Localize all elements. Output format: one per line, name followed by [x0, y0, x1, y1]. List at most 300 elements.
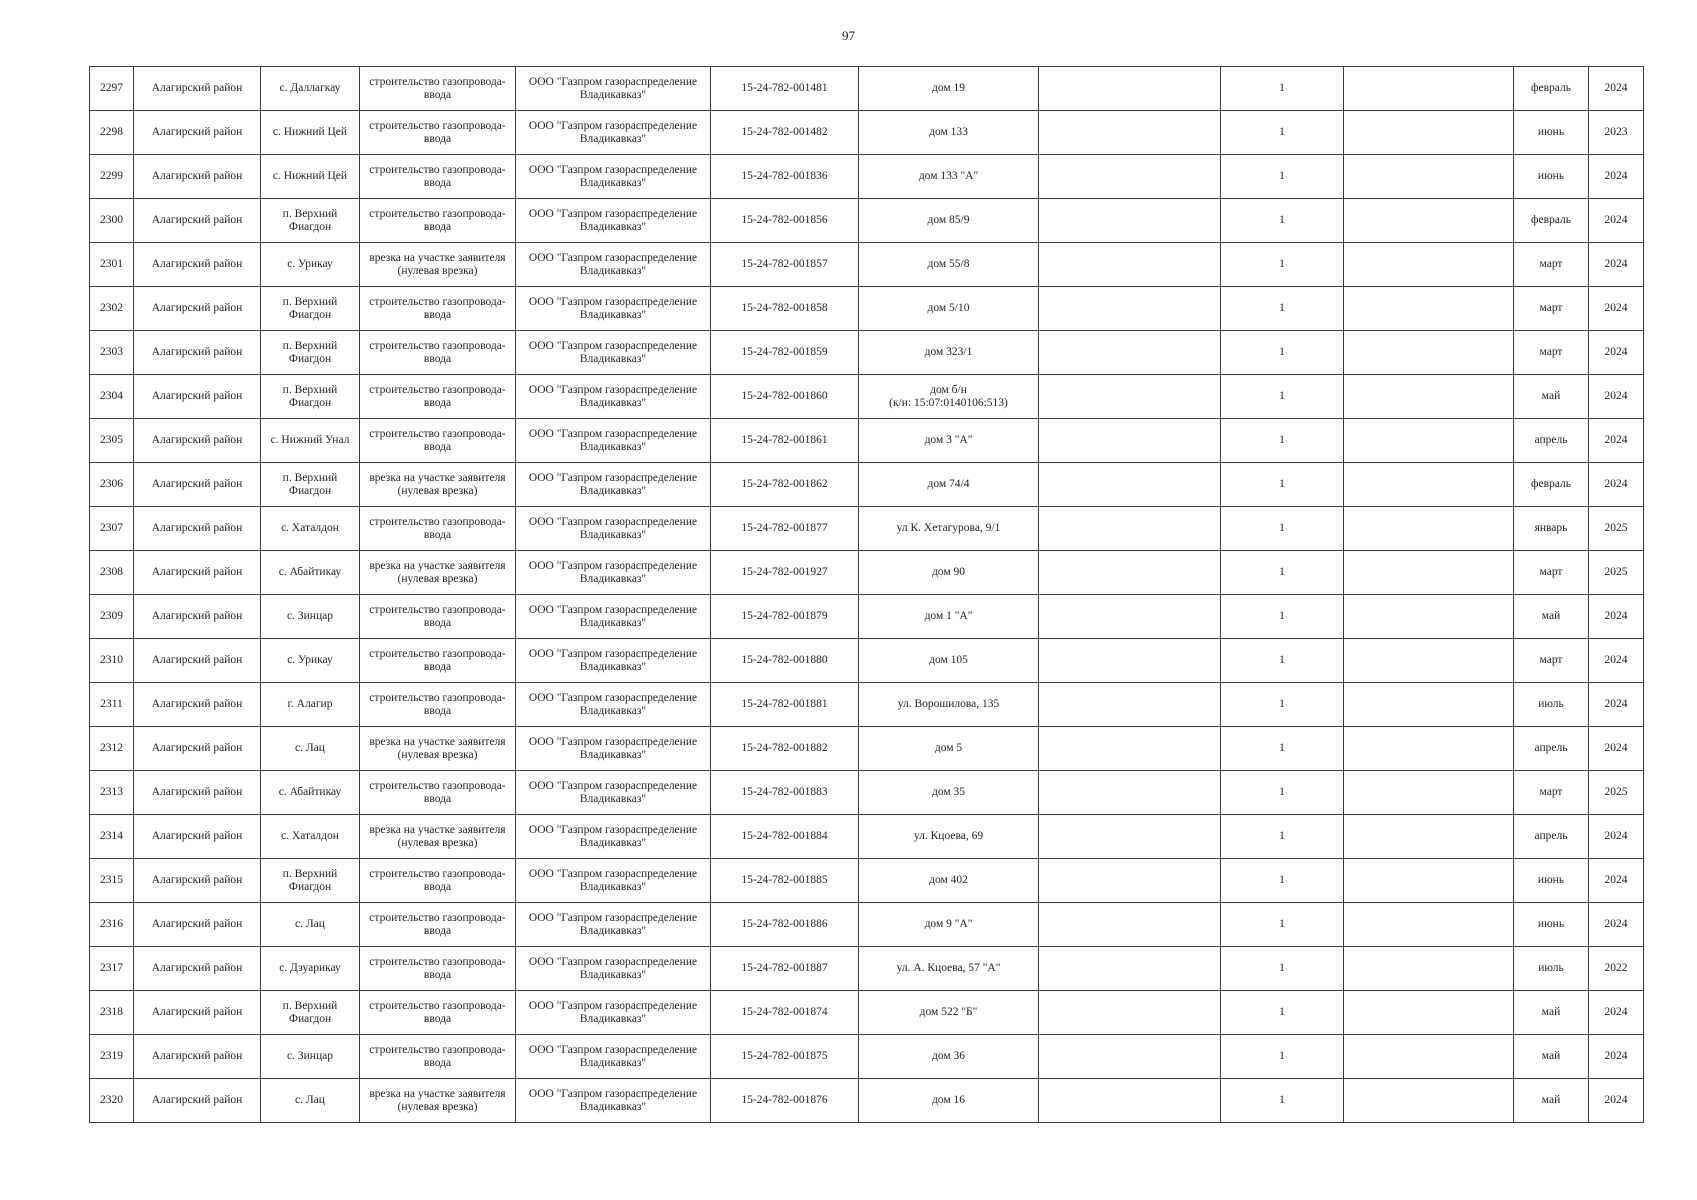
work-type-cell-line: строительство газопровода-	[369, 207, 506, 220]
year-cell	[1589, 507, 1644, 551]
row-number-cell-line: 2299	[100, 170, 123, 182]
settlement-cell-line: Фиагдон	[288, 1012, 332, 1025]
organization-cell-line: ООО "Газпром газораспределение	[528, 735, 698, 748]
month-cell	[1514, 771, 1589, 815]
row-number-cell-line: 2311	[100, 698, 123, 710]
district-cell-line: Алагирский район	[151, 302, 243, 314]
organization-cell	[516, 683, 711, 727]
quantity-cell-line: 1	[1279, 522, 1285, 534]
address-cell	[859, 991, 1039, 1035]
request-code-cell-line: 15-24-782-001887	[741, 962, 828, 974]
month-cell-line: июнь	[1537, 874, 1565, 886]
quantity-cell-line: 1	[1279, 170, 1285, 182]
address-cell	[859, 199, 1039, 243]
work-type-cell-line: (нулевая врезка)	[397, 572, 478, 585]
year-cell	[1589, 859, 1644, 903]
organization-cell	[516, 595, 711, 639]
empty-cell	[1344, 287, 1514, 331]
empty-cell	[1344, 639, 1514, 683]
quantity-cell-line: 1	[1279, 1006, 1285, 1018]
work-type-cell-line: строительство газопровода-	[369, 779, 506, 792]
organization-cell	[516, 67, 711, 111]
request-code-cell	[711, 859, 859, 903]
address-cell-line: дом 105	[929, 654, 968, 666]
address-cell-line: ул. Ворошилова, 135	[897, 698, 1000, 710]
settlement-cell	[261, 375, 360, 419]
table-row	[90, 683, 1644, 727]
row-number-cell	[90, 507, 134, 551]
settlement-cell-line: Фиагдон	[288, 352, 332, 365]
request-code-cell	[711, 111, 859, 155]
district-cell	[134, 67, 261, 111]
row-number-cell-line: 2310	[100, 654, 123, 666]
quantity-cell-line: 1	[1279, 390, 1285, 402]
empty-cell	[1344, 375, 1514, 419]
year-cell	[1589, 331, 1644, 375]
organization-cell-line: ООО "Газпром газораспределение	[528, 119, 698, 132]
district-cell	[134, 375, 261, 419]
district-cell	[134, 551, 261, 595]
organization-cell	[516, 419, 711, 463]
work-type-cell-line: ввода	[423, 352, 452, 365]
table-row	[90, 947, 1644, 991]
month-cell-line: май	[1541, 1094, 1561, 1106]
request-code-cell-line: 15-24-782-001860	[741, 390, 828, 402]
request-code-cell	[711, 507, 859, 551]
work-type-cell-line: строительство газопровода-	[369, 163, 506, 176]
settlement-cell-line: п. Верхний	[282, 339, 338, 352]
work-type-cell-line: строительство газопровода-	[369, 999, 506, 1012]
district-cell	[134, 419, 261, 463]
address-cell	[859, 903, 1039, 947]
year-cell	[1589, 947, 1644, 991]
work-type-cell-line: врезка на участке заявителя	[369, 823, 506, 836]
month-cell	[1514, 375, 1589, 419]
request-code-cell	[711, 639, 859, 683]
settlement-cell-line: с. Абайтикау	[278, 786, 342, 798]
district-cell	[134, 947, 261, 991]
district-cell-line: Алагирский район	[151, 1094, 243, 1106]
settlement-cell	[261, 815, 360, 859]
settlement-cell-line: с. Лац	[295, 742, 325, 754]
request-code-cell-line: 15-24-782-001862	[741, 478, 828, 490]
address-cell-line: ул. А. Кцоева, 57 "А"	[896, 962, 1001, 974]
district-cell	[134, 727, 261, 771]
row-number-cell	[90, 463, 134, 507]
organization-cell-line: Владикавказ"	[579, 88, 647, 101]
year-cell	[1589, 595, 1644, 639]
work-type-cell	[360, 287, 516, 331]
quantity-cell-line: 1	[1279, 258, 1285, 270]
year-cell	[1589, 375, 1644, 419]
quantity-cell	[1221, 1079, 1344, 1123]
organization-cell-line: ООО "Газпром газораспределение	[528, 999, 698, 1012]
district-cell	[134, 199, 261, 243]
settlement-cell-line: п. Верхний	[282, 383, 338, 396]
row-number-cell-line: 2300	[100, 214, 123, 226]
organization-cell-line: ООО "Газпром газораспределение	[528, 515, 698, 528]
settlement-cell	[261, 155, 360, 199]
table-row	[90, 903, 1644, 947]
work-type-cell-line: ввода	[423, 1012, 452, 1025]
organization-cell-line: ООО "Газпром газораспределение	[528, 955, 698, 968]
table-row	[90, 331, 1644, 375]
work-type-cell-line: ввода	[423, 616, 452, 629]
organization-cell-line: Владикавказ"	[579, 132, 647, 145]
district-cell	[134, 639, 261, 683]
month-cell-line: май	[1541, 390, 1561, 402]
settlement-cell	[261, 991, 360, 1035]
year-cell-line: 2024	[1604, 214, 1628, 226]
year-cell	[1589, 1035, 1644, 1079]
row-number-cell-line: 2306	[100, 478, 123, 490]
empty-cell	[1039, 991, 1221, 1035]
organization-cell	[516, 903, 711, 947]
quantity-cell	[1221, 155, 1344, 199]
work-type-cell	[360, 727, 516, 771]
organization-cell-line: Владикавказ"	[579, 440, 647, 453]
organization-cell	[516, 463, 711, 507]
empty-cell	[1344, 199, 1514, 243]
settlement-cell	[261, 111, 360, 155]
month-cell	[1514, 331, 1589, 375]
work-type-cell	[360, 639, 516, 683]
quantity-cell-line: 1	[1279, 434, 1285, 446]
quantity-cell-line: 1	[1279, 654, 1285, 666]
organization-cell	[516, 771, 711, 815]
settlement-cell-line: с. Хаталдон	[281, 830, 339, 842]
organization-cell	[516, 155, 711, 199]
month-cell	[1514, 727, 1589, 771]
table-row	[90, 991, 1644, 1035]
row-number-cell-line: 2303	[100, 346, 123, 358]
work-type-cell-line: (нулевая врезка)	[397, 748, 478, 761]
settlement-cell	[261, 595, 360, 639]
work-type-cell-line: строительство газопровода-	[369, 603, 506, 616]
empty-cell	[1039, 331, 1221, 375]
settlement-cell	[261, 331, 360, 375]
settlement-cell-line: п. Верхний	[282, 999, 338, 1012]
quantity-cell	[1221, 1035, 1344, 1079]
quantity-cell-line: 1	[1279, 918, 1285, 930]
request-code-cell-line: 15-24-782-001856	[741, 214, 828, 226]
district-cell-line: Алагирский район	[151, 1006, 243, 1018]
empty-cell	[1039, 859, 1221, 903]
row-number-cell-line: 2304	[100, 390, 123, 402]
request-code-cell-line: 15-24-782-001881	[741, 698, 828, 710]
work-type-cell-line: ввода	[423, 1056, 452, 1069]
address-cell-line: дом 323/1	[924, 346, 973, 358]
month-cell	[1514, 199, 1589, 243]
year-cell-line: 2024	[1604, 1094, 1628, 1106]
row-number-cell	[90, 111, 134, 155]
address-cell-line: дом 85/9	[927, 214, 970, 226]
work-type-cell-line: (нулевая врезка)	[397, 264, 478, 277]
request-code-cell-line: 15-24-782-001886	[741, 918, 828, 930]
work-type-cell-line: строительство газопровода-	[369, 515, 506, 528]
empty-cell	[1039, 771, 1221, 815]
row-number-cell-line: 2317	[100, 962, 123, 974]
work-type-cell	[360, 463, 516, 507]
request-code-cell	[711, 67, 859, 111]
district-cell-line: Алагирский район	[151, 434, 243, 446]
register-table	[89, 66, 1644, 1123]
settlement-cell	[261, 551, 360, 595]
row-number-cell-line: 2305	[100, 434, 123, 446]
month-cell-line: июль	[1538, 962, 1564, 974]
address-cell	[859, 331, 1039, 375]
settlement-cell-line: п. Верхний	[282, 207, 338, 220]
year-cell-line: 2024	[1604, 478, 1628, 490]
empty-cell	[1344, 419, 1514, 463]
month-cell-line: апрель	[1534, 434, 1568, 446]
settlement-cell-line: Фиагдон	[288, 880, 332, 893]
empty-cell	[1344, 243, 1514, 287]
year-cell	[1589, 551, 1644, 595]
empty-cell	[1039, 67, 1221, 111]
month-cell-line: март	[1539, 258, 1563, 270]
organization-cell	[516, 815, 711, 859]
settlement-cell-line: п. Верхний	[282, 295, 338, 308]
quantity-cell	[1221, 771, 1344, 815]
empty-cell	[1344, 551, 1514, 595]
settlement-cell	[261, 859, 360, 903]
month-cell-line: апрель	[1534, 742, 1568, 754]
table-row	[90, 111, 1644, 155]
row-number-cell	[90, 375, 134, 419]
work-type-cell	[360, 991, 516, 1035]
row-number-cell-line: 2314	[100, 830, 123, 842]
year-cell	[1589, 1079, 1644, 1123]
district-cell-line: Алагирский район	[151, 918, 243, 930]
district-cell-line: Алагирский район	[151, 874, 243, 886]
address-cell	[859, 419, 1039, 463]
quantity-cell-line: 1	[1279, 786, 1285, 798]
year-cell-line: 2024	[1604, 434, 1628, 446]
work-type-cell	[360, 947, 516, 991]
organization-cell-line: ООО "Газпром газораспределение	[528, 911, 698, 924]
month-cell-line: март	[1539, 786, 1563, 798]
quantity-cell	[1221, 859, 1344, 903]
row-number-cell	[90, 595, 134, 639]
work-type-cell-line: (нулевая врезка)	[397, 1100, 478, 1113]
settlement-cell-line: с. Урикау	[287, 258, 333, 270]
year-cell-line: 2024	[1604, 170, 1628, 182]
year-cell-line: 2024	[1604, 830, 1628, 842]
month-cell-line: июнь	[1537, 126, 1565, 138]
row-number-cell-line: 2307	[100, 522, 123, 534]
work-type-cell-line: ввода	[423, 308, 452, 321]
address-cell-line: дом 3 "А"	[924, 434, 973, 446]
organization-cell	[516, 111, 711, 155]
address-cell-line: дом 36	[931, 1050, 966, 1062]
year-cell-line: 2024	[1604, 1050, 1628, 1062]
district-cell	[134, 991, 261, 1035]
work-type-cell-line: ввода	[423, 792, 452, 805]
request-code-cell	[711, 419, 859, 463]
work-type-cell-line: строительство газопровода-	[369, 383, 506, 396]
organization-cell	[516, 551, 711, 595]
row-number-cell-line: 2320	[100, 1094, 123, 1106]
organization-cell-line: Владикавказ"	[579, 968, 647, 981]
organization-cell-line: ООО "Газпром газораспределение	[528, 427, 698, 440]
year-cell	[1589, 991, 1644, 1035]
request-code-cell	[711, 1035, 859, 1079]
request-code-cell-line: 15-24-782-001884	[741, 830, 828, 842]
work-type-cell-line: ввода	[423, 924, 452, 937]
work-type-cell-line: врезка на участке заявителя	[369, 251, 506, 264]
quantity-cell	[1221, 639, 1344, 683]
settlement-cell	[261, 1079, 360, 1123]
year-cell	[1589, 419, 1644, 463]
request-code-cell-line: 15-24-782-001874	[741, 1006, 828, 1018]
address-cell-line: дом 55/8	[927, 258, 970, 270]
empty-cell	[1344, 331, 1514, 375]
organization-cell	[516, 1035, 711, 1079]
work-type-cell	[360, 375, 516, 419]
address-cell-line: дом 133	[929, 126, 968, 138]
request-code-cell	[711, 463, 859, 507]
address-cell-line: дом 133 "А"	[918, 170, 979, 182]
address-cell	[859, 1079, 1039, 1123]
month-cell-line: февраль	[1531, 82, 1571, 94]
address-cell-line: дом 5	[934, 742, 963, 754]
district-cell-line: Алагирский район	[151, 610, 243, 622]
month-cell	[1514, 1079, 1589, 1123]
row-number-cell	[90, 67, 134, 111]
empty-cell	[1344, 67, 1514, 111]
year-cell	[1589, 815, 1644, 859]
month-cell-line: март	[1539, 566, 1563, 578]
year-cell	[1589, 67, 1644, 111]
month-cell-line: май	[1541, 1050, 1561, 1062]
request-code-cell-line: 15-24-782-001880	[741, 654, 828, 666]
quantity-cell	[1221, 815, 1344, 859]
quantity-cell-line: 1	[1279, 82, 1285, 94]
organization-cell-line: ООО "Газпром газораспределение	[528, 1087, 698, 1100]
month-cell-line: июль	[1538, 698, 1564, 710]
request-code-cell	[711, 903, 859, 947]
empty-cell	[1344, 595, 1514, 639]
empty-cell	[1039, 287, 1221, 331]
address-cell	[859, 243, 1039, 287]
empty-cell	[1344, 463, 1514, 507]
quantity-cell	[1221, 595, 1344, 639]
request-code-cell	[711, 243, 859, 287]
district-cell-line: Алагирский район	[151, 346, 243, 358]
work-type-cell	[360, 1035, 516, 1079]
empty-cell	[1039, 947, 1221, 991]
organization-cell-line: Владикавказ"	[579, 1012, 647, 1025]
request-code-cell-line: 15-24-782-001876	[741, 1094, 828, 1106]
row-number-cell	[90, 815, 134, 859]
organization-cell	[516, 199, 711, 243]
district-cell-line: Алагирский район	[151, 830, 243, 842]
empty-cell	[1039, 727, 1221, 771]
work-type-cell	[360, 331, 516, 375]
quantity-cell	[1221, 243, 1344, 287]
request-code-cell-line: 15-24-782-001877	[741, 522, 828, 534]
request-code-cell	[711, 199, 859, 243]
district-cell	[134, 287, 261, 331]
request-code-cell	[711, 947, 859, 991]
district-cell-line: Алагирский район	[151, 654, 243, 666]
table-row	[90, 287, 1644, 331]
organization-cell	[516, 859, 711, 903]
work-type-cell-line: врезка на участке заявителя	[369, 471, 506, 484]
row-number-cell-line: 2319	[100, 1050, 123, 1062]
address-cell-line: дом 35	[931, 786, 966, 798]
work-type-cell-line: ввода	[423, 440, 452, 453]
year-cell-line: 2024	[1604, 390, 1628, 402]
year-cell	[1589, 287, 1644, 331]
quantity-cell	[1221, 551, 1344, 595]
address-cell-line: дом 90	[931, 566, 966, 578]
organization-cell	[516, 243, 711, 287]
settlement-cell	[261, 507, 360, 551]
district-cell	[134, 111, 261, 155]
quantity-cell	[1221, 947, 1344, 991]
empty-cell	[1344, 683, 1514, 727]
settlement-cell	[261, 199, 360, 243]
request-code-cell-line: 15-24-782-001885	[741, 874, 828, 886]
district-cell-line: Алагирский район	[151, 698, 243, 710]
address-cell-line: (к/н: 15:07:0140106:513)	[889, 396, 1008, 409]
work-type-cell-line: строительство газопровода-	[369, 119, 506, 132]
year-cell-line: 2023	[1604, 126, 1628, 138]
organization-cell-line: ООО "Газпром газораспределение	[528, 559, 698, 572]
request-code-cell	[711, 1079, 859, 1123]
quantity-cell-line: 1	[1279, 962, 1285, 974]
settlement-cell	[261, 287, 360, 331]
empty-cell	[1039, 463, 1221, 507]
district-cell-line: Алагирский район	[151, 258, 243, 270]
settlement-cell-line: с. Даллагкау	[279, 82, 341, 94]
work-type-cell-line: ввода	[423, 396, 452, 409]
request-code-cell	[711, 771, 859, 815]
settlement-cell	[261, 947, 360, 991]
work-type-cell	[360, 111, 516, 155]
work-type-cell	[360, 595, 516, 639]
year-cell	[1589, 639, 1644, 683]
organization-cell	[516, 287, 711, 331]
request-code-cell-line: 15-24-782-001859	[741, 346, 828, 358]
table-row	[90, 243, 1644, 287]
request-code-cell-line: 15-24-782-001882	[741, 742, 828, 754]
organization-cell-line: Владикавказ"	[579, 176, 647, 189]
month-cell-line: февраль	[1531, 214, 1571, 226]
organization-cell-line: Владикавказ"	[579, 352, 647, 365]
settlement-cell-line: с. Абайтикау	[278, 566, 342, 578]
month-cell	[1514, 551, 1589, 595]
district-cell	[134, 1079, 261, 1123]
organization-cell-line: ООО "Газпром газораспределение	[528, 339, 698, 352]
month-cell-line: март	[1539, 302, 1563, 314]
organization-cell-line: ООО "Газпром газораспределение	[528, 647, 698, 660]
settlement-cell-line: п. Верхний	[282, 867, 338, 880]
address-cell	[859, 595, 1039, 639]
organization-cell-line: ООО "Газпром газораспределение	[528, 295, 698, 308]
row-number-cell-line: 2316	[100, 918, 123, 930]
quantity-cell-line: 1	[1279, 698, 1285, 710]
address-cell-line: дом 9 "А"	[924, 918, 973, 930]
year-cell	[1589, 903, 1644, 947]
year-cell-line: 2024	[1604, 874, 1628, 886]
table-row	[90, 1079, 1644, 1123]
district-cell-line: Алагирский район	[151, 786, 243, 798]
district-cell-line: Алагирский район	[151, 1050, 243, 1062]
work-type-cell-line: ввода	[423, 968, 452, 981]
